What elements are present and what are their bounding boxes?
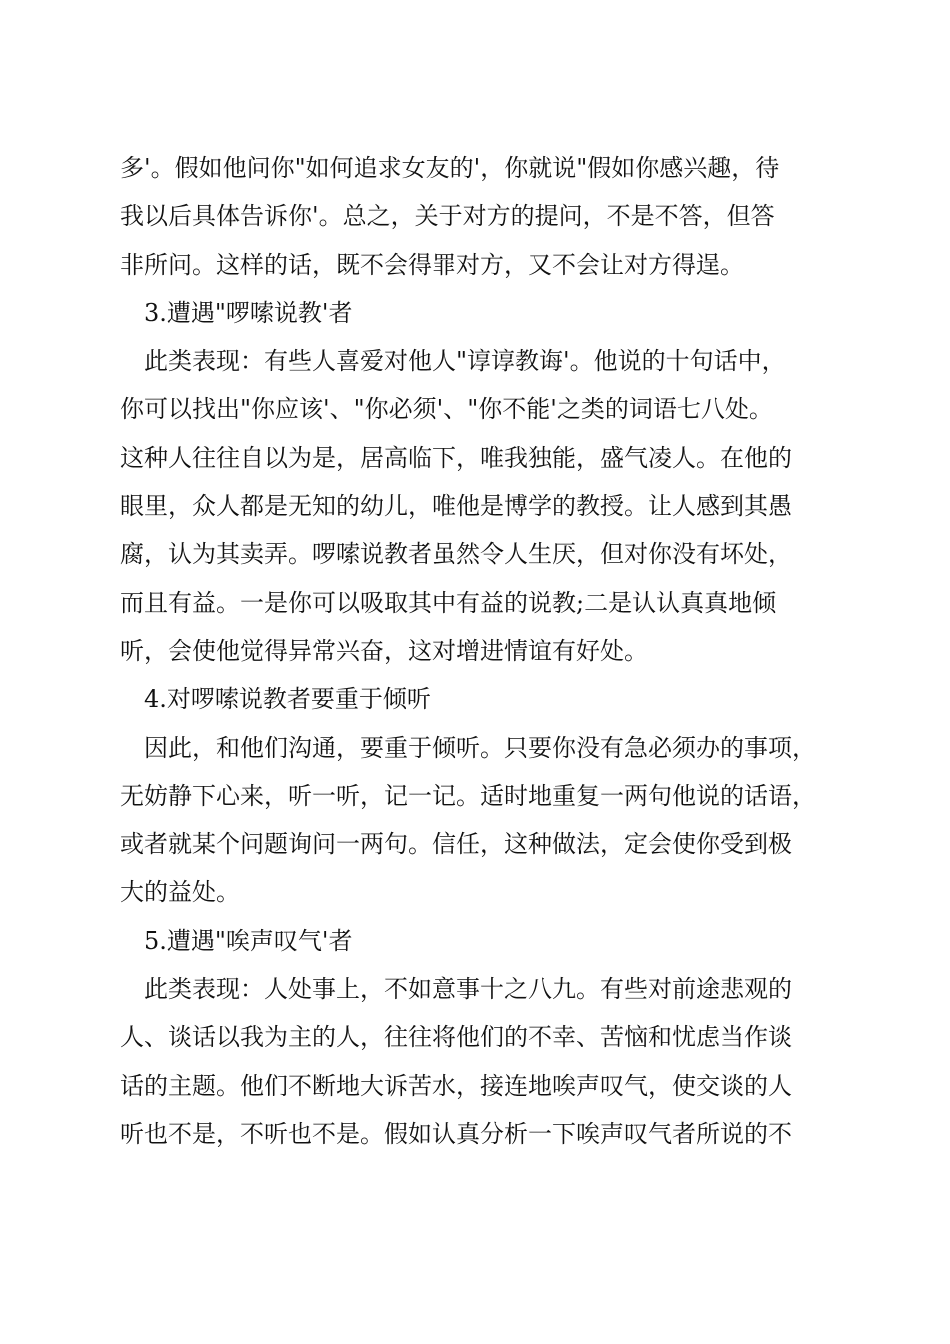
text-line: 大的益处。 (120, 878, 240, 907)
text-line: 我以后具体告诉你'。总之，关于对方的提问，不是不答，但答 (120, 202, 775, 231)
text-line: 此类表现：有些人喜爱对他人"谆谆教诲'。他说的十句话中， (144, 347, 786, 376)
text-line: 人、谈话以我为主的人，往往将他们的不幸、苦恼和忧虑当作谈 (120, 1023, 792, 1052)
text-line: 因此，和他们沟通，要重于倾听。只要你没有急必须办的事项， (144, 733, 816, 762)
text-line: 而且有益。一是你可以吸取其中有益的说教;二是认认真真地倾 (120, 588, 777, 617)
text-line: 此类表现：人处事上，不如意事十之八九。有些对前途悲观的 (144, 975, 792, 1004)
section-heading: 4.对啰嗦说教者要重于倾听 (144, 685, 431, 714)
text-line: 听，会使他觉得异常兴奋，这对增进情谊有好处。 (120, 636, 648, 665)
text-line: 腐，认为其卖弄。啰嗦说教者虽然令人生厌，但对你没有坏处， (120, 540, 792, 569)
document-body (120, 144, 840, 1158)
text-line: 你可以找出"你应该'、"你必须'、"你不能'之类的词语七八处。 (120, 395, 773, 424)
text-line: 眼里，众人都是无知的幼儿，唯他是博学的教授。让人感到其愚 (120, 492, 792, 521)
text-line: 非所问。这样的话，既不会得罪对方，又不会让对方得逞。 (120, 250, 744, 279)
text-line: 多'。假如他问你"如何追求女友的'，你就说"假如你感兴趣，待 (120, 154, 780, 182)
text-line: 话的主题。他们不断地大诉苦水，接连地唉声叹气，使交谈的人 (120, 1071, 792, 1100)
text-line: 这种人往往自以为是，居高临下，唯我独能，盛气凌人。在他的 (120, 443, 792, 472)
text-line: 或者就某个问题询问一两句。信任，这种做法，定会使你受到极 (120, 830, 792, 859)
text-line: 无妨静下心来，听一听，记一记。适时地重复一两句他说的话语， (120, 781, 816, 810)
section-heading: 5.遭遇"唉声叹气'者 (144, 926, 353, 955)
text-line: 听也不是，不听也不是。假如认真分析一下唉声叹气者所说的不 (120, 1119, 792, 1148)
section-heading: 3.遭遇"啰嗦说教'者 (144, 298, 353, 327)
